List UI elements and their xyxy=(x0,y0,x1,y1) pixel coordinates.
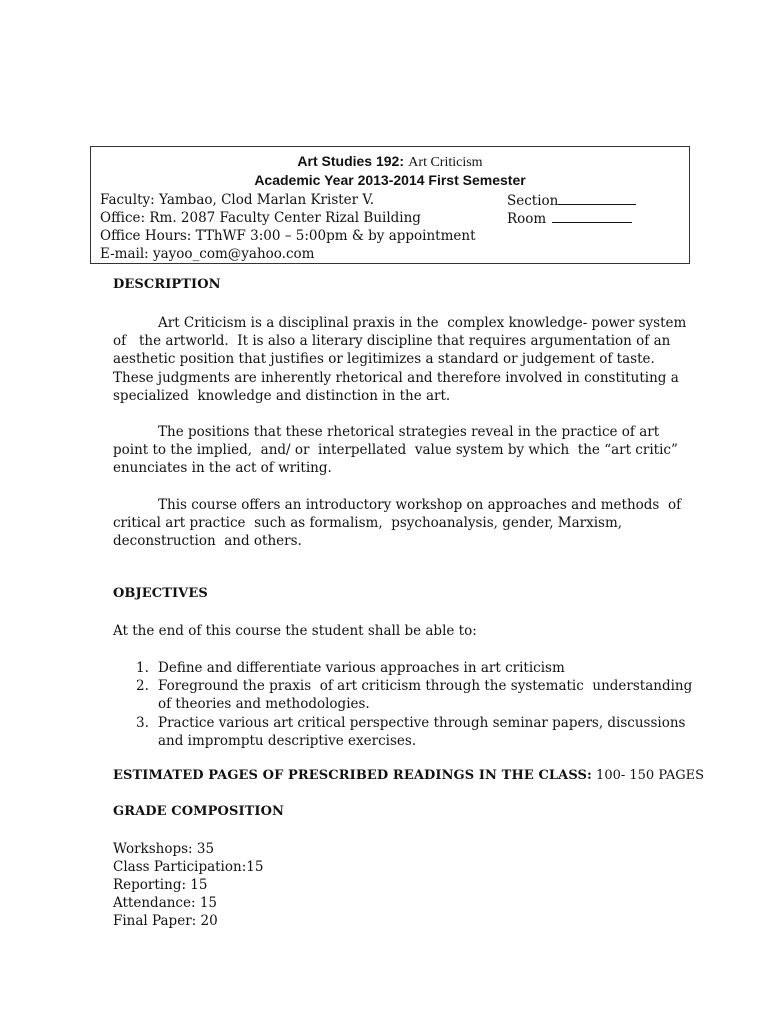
grade-heading: GRADE COMPOSITION xyxy=(113,804,284,819)
room-blank xyxy=(552,210,632,223)
readings-value: 100- 150 PAGES xyxy=(591,768,705,783)
paragraph-line: critical art practice such as formalism, psychoanalysis, gender, Marxism, xyxy=(113,515,623,532)
section-label: Section xyxy=(507,193,559,209)
room-label: Room xyxy=(507,211,547,227)
objective-text: Practice various art critical perspective through seminar papers, discussions xyxy=(158,715,686,731)
grade-item: Reporting: 15 xyxy=(113,877,208,893)
office-line: Office: Rm. 2087 Faculty Center Rizal Building xyxy=(100,210,421,226)
objective-number: 3. xyxy=(136,715,149,731)
course-name: Art Criticism xyxy=(408,155,483,170)
paragraph-line: of the artworld. It is also a literary discipline that requires argumentation of an xyxy=(113,333,671,350)
room-field xyxy=(507,210,632,227)
paragraph-line: This course offers an introductory workshop on approaches and methods of xyxy=(158,497,682,513)
grade-item: Attendance: 15 xyxy=(113,895,217,911)
academic-term: Academic Year 2013-2014 First Semester xyxy=(254,172,526,188)
course-header-box xyxy=(90,146,690,264)
paragraph-line: The positions that these rhetorical strategies reveal in the practice of art xyxy=(158,424,660,440)
paragraph-line: aesthetic position that justifies or legitimizes a standard or judgement of taste. xyxy=(113,351,655,368)
paragraph-line: These judgments are inherently rhetorical and therefore involved in constituting a xyxy=(113,369,679,386)
objectives-intro: At the end of this course the student shall be able to: xyxy=(113,623,477,639)
faculty-line: Faculty: Yambao, Clod Marlan Krister V. xyxy=(100,192,375,208)
paragraph-line: enunciates in the act of writing. xyxy=(113,460,332,477)
readings-label: ESTIMATED PAGES OF PRESCRIBED READINGS IN THE CLASS: xyxy=(113,768,592,783)
paragraph-line: deconstruction and others. xyxy=(113,533,302,550)
objective-text: of theories and methodologies. xyxy=(158,696,370,713)
paragraph-line: specialized knowledge and distinction in the art. xyxy=(113,387,451,404)
description-paragraph-3 xyxy=(113,496,682,551)
objective-text: and impromptu descriptive exercises. xyxy=(158,733,417,750)
objective-number: 1. xyxy=(136,660,149,676)
readings-line xyxy=(113,768,704,783)
grade-item: Workshops: 35 xyxy=(113,841,215,857)
email-line: E-mail: yayoo_com@yahoo.com xyxy=(100,246,315,262)
description-paragraph-2 xyxy=(113,423,678,478)
description-heading: DESCRIPTION xyxy=(113,277,221,292)
grade-item: Class Participation:15 xyxy=(113,859,264,875)
paragraph-line: point to the implied, and/ or interpellated value system by which the “art critic” xyxy=(113,442,678,459)
description-paragraph-1 xyxy=(113,314,687,405)
objective-text: Define and differentiate various approaches in art criticism xyxy=(158,660,565,676)
section-blank xyxy=(558,192,636,205)
office-hours-line: Office Hours: TThWF 3:00 – 5:00pm & by appointment xyxy=(100,228,476,244)
section-field xyxy=(507,192,636,209)
course-title xyxy=(91,153,689,171)
course-code: Art Studies 192: xyxy=(297,153,404,169)
objective-text: Foreground the praxis of art criticism through the systematic understanding xyxy=(158,678,693,694)
grade-item: Final Paper: 20 xyxy=(113,913,218,929)
paragraph-line: Art Criticism is a disciplinal praxis in the complex knowledge- power system xyxy=(158,315,687,331)
objective-number: 2. xyxy=(136,678,149,694)
objectives-heading: OBJECTIVES xyxy=(113,586,208,601)
